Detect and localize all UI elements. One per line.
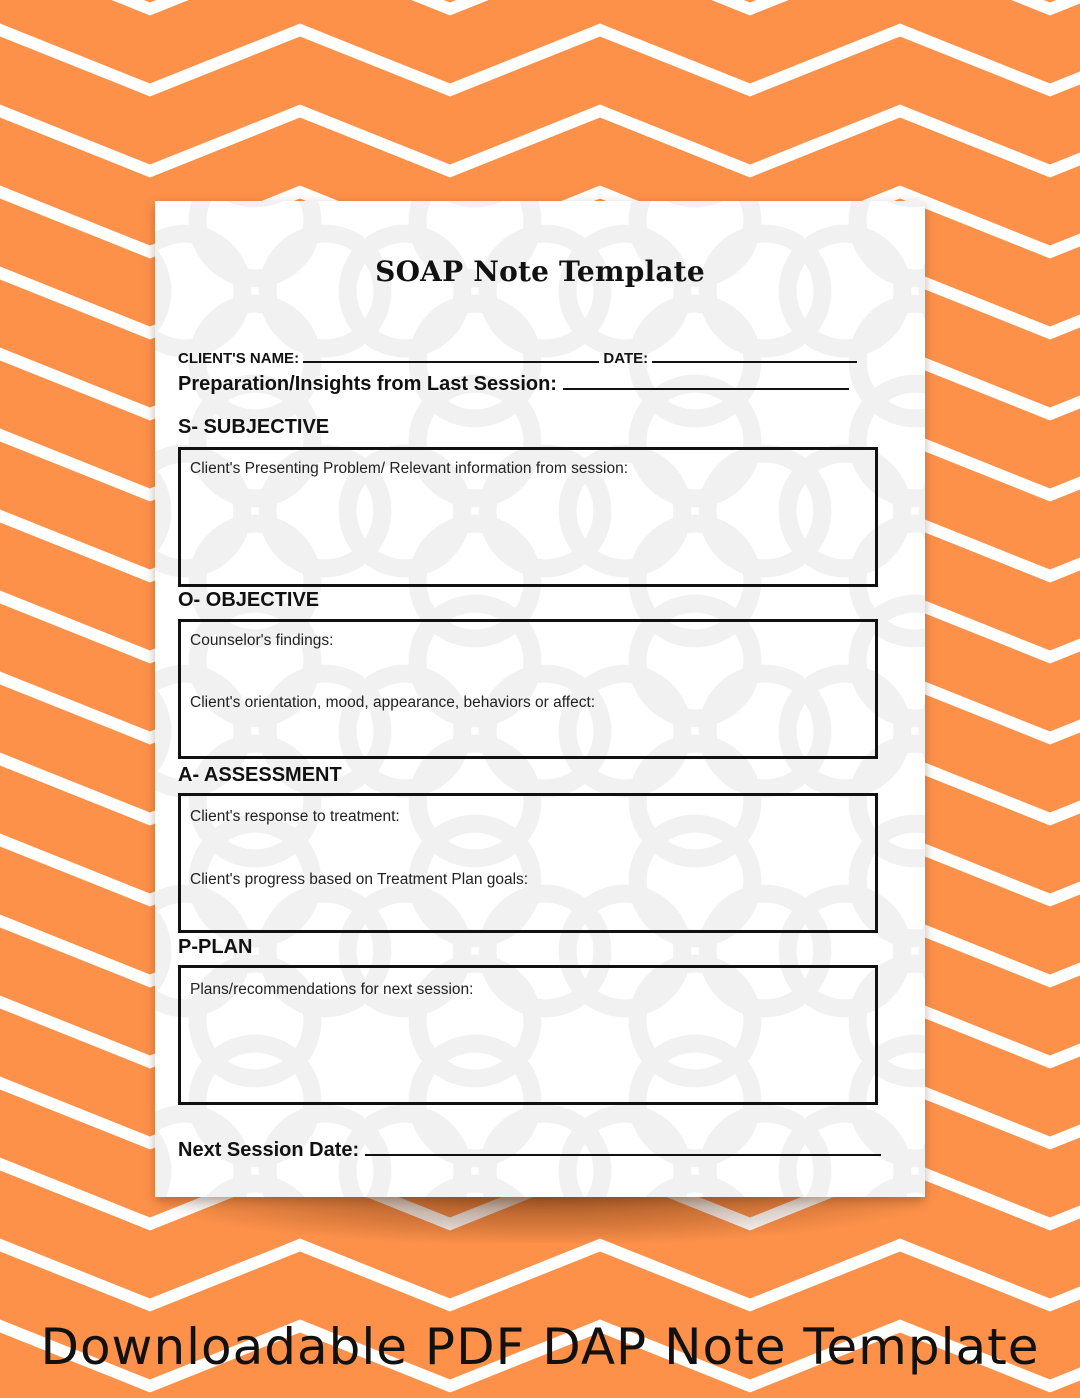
client-date-row [178, 350, 857, 367]
watermark-lobe [568, 234, 683, 349]
watermark-lobe [788, 234, 903, 349]
date-label: DATE: [603, 350, 649, 367]
objective-prompt-findings: Counselor's findings: [190, 632, 334, 649]
client-name-label: CLIENT'S NAME: [178, 350, 300, 367]
next-session-row [178, 1139, 881, 1162]
chevron-stripe [0, 0, 1080, 9]
assessment-box[interactable] [178, 793, 878, 933]
plan-prompt: Plans/recommendations for next session: [190, 981, 474, 998]
objective-box[interactable] [178, 619, 878, 759]
soap-note-page [155, 201, 925, 1197]
client-name-blank[interactable] [303, 360, 599, 363]
subjective-prompt: Client's Presenting Problem/ Relevant information from session: [190, 460, 629, 477]
watermark-lobe [418, 1184, 533, 1197]
watermark-lobe [348, 234, 463, 349]
prep-row [178, 373, 849, 396]
watermark-lobe [638, 1184, 753, 1197]
section-heading-subjective: S- SUBJECTIVE [178, 416, 330, 438]
page-shadow [160, 1195, 920, 1243]
chevron-stripe [0, 30, 1080, 90]
chevron-stripe [0, 111, 1080, 171]
section-heading-assessment: A- ASSESSMENT [178, 764, 342, 786]
watermark-lobe [198, 1184, 313, 1197]
section-heading-objective: O- OBJECTIVE [178, 589, 320, 611]
caption-text: Downloadable PDF DAP Note Template [40, 1318, 1040, 1376]
next-session-blank[interactable] [365, 1153, 881, 1156]
section-heading-plan: P-PLAN [178, 936, 253, 958]
plan-box[interactable] [178, 965, 878, 1105]
date-blank[interactable] [652, 360, 857, 363]
assessment-prompt-progress: Client's progress based on Treatment Plan goals: [190, 871, 529, 888]
objective-prompt-orientation: Client's orientation, mood, appearance, behaviors or affect: [190, 694, 596, 711]
page-title: SOAP Note Template [375, 255, 705, 288]
next-session-label: Next Session Date: [178, 1139, 360, 1161]
chevron-stripe [0, 1245, 1080, 1305]
prep-blank[interactable] [563, 387, 849, 390]
prep-label: Preparation/Insights from Last Session: [178, 373, 557, 395]
subjective-box[interactable] [178, 447, 878, 587]
assessment-prompt-response: Client's response to treatment: [190, 808, 400, 825]
